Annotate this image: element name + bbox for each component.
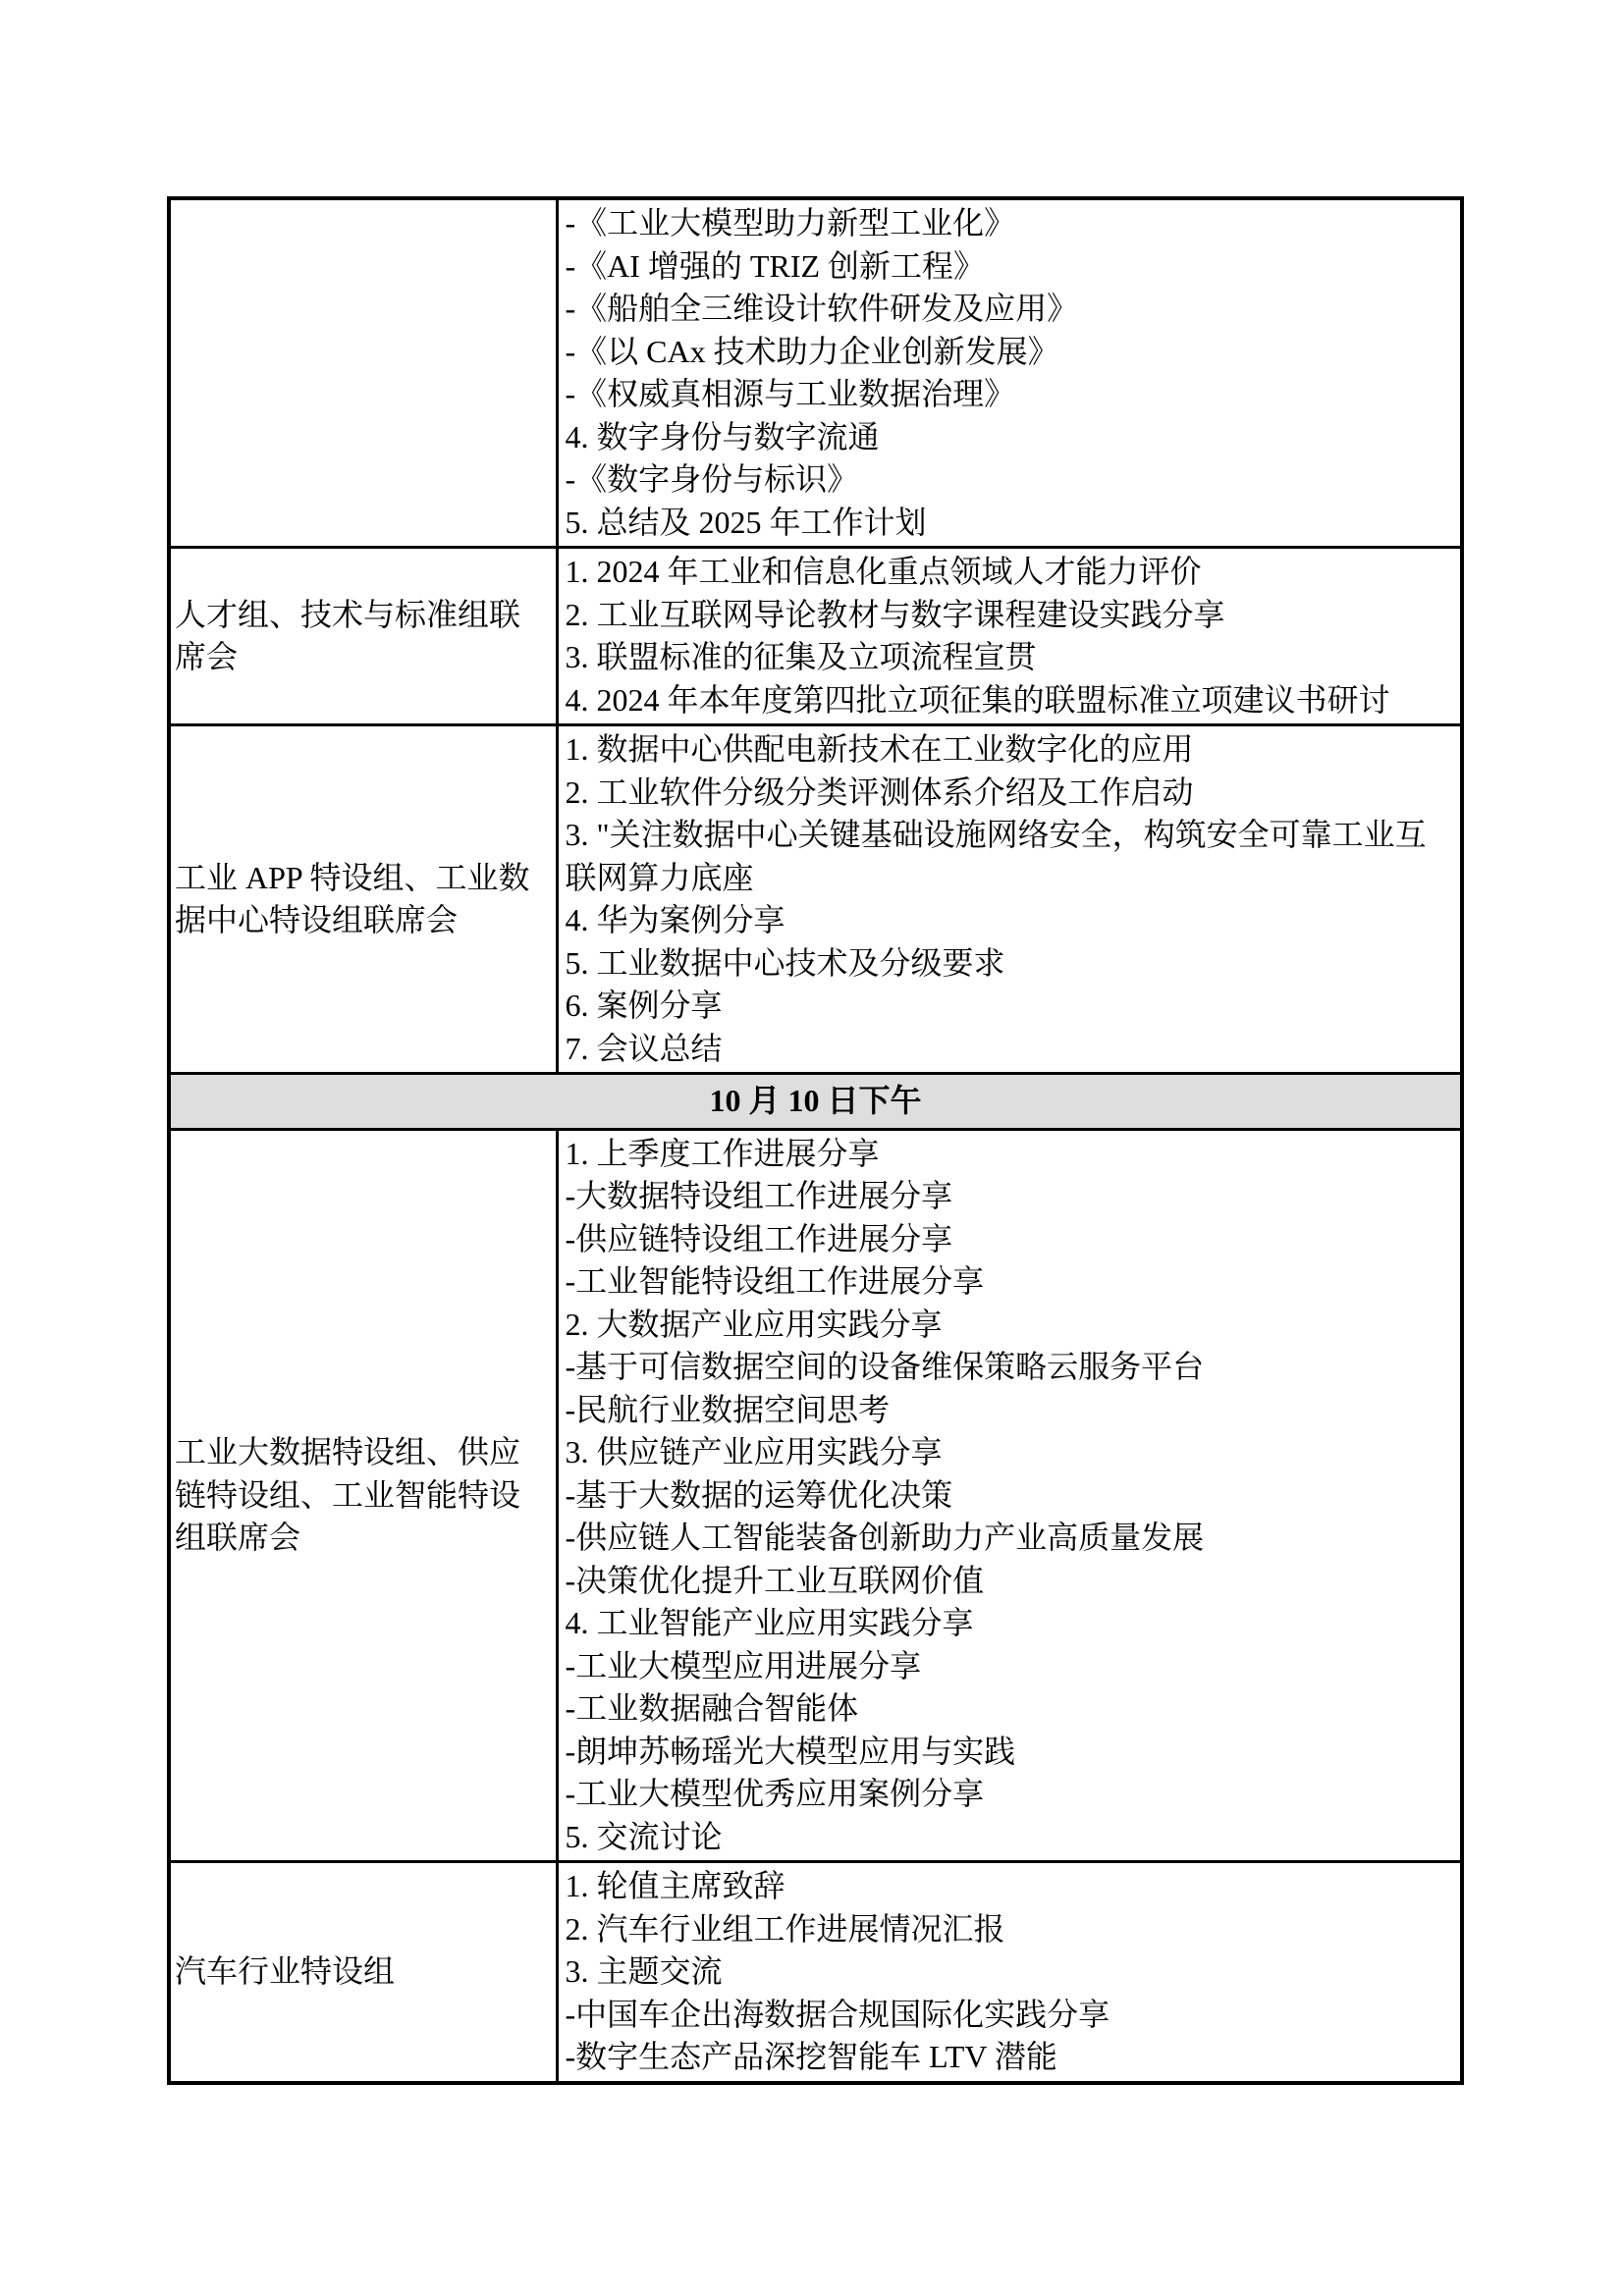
agenda-item: -决策优化提升工业互联网价值	[565, 1562, 985, 1598]
agenda-item: 3. 联盟标准的征集及立项流程宣贯	[565, 639, 1037, 674]
group-name-cell: 工业大数据特设组、供应链特设组、工业智能特设组联席会	[169, 1129, 557, 1862]
agenda-item: 3. "关注数据中心关键基础设施网络安全，构筑安全可靠工业互联网算力底座	[565, 817, 1427, 895]
agenda-item: 5. 工业数据中心技术及分级要求	[565, 944, 1005, 981]
agenda-row	[169, 548, 1462, 725]
agenda-items-cell	[557, 1862, 1462, 2083]
agenda-row	[169, 1862, 1462, 2083]
agenda-item: 4. 华为案例分享	[565, 902, 785, 937]
agenda-item: 1. 数据中心供配电新技术在工业数字化的应用	[565, 731, 1194, 767]
agenda-item: -供应链人工智能装备创新助力产业高质量发展	[565, 1520, 1205, 1555]
agenda-item: 4. 工业智能产业应用实践分享	[565, 1605, 974, 1640]
agenda-item: 2. 汽车行业组工作进展情况汇报	[565, 1910, 1005, 1947]
agenda-item: 1. 轮值主席致辞	[565, 1868, 785, 1903]
agenda-item: 6. 案例分享	[565, 988, 723, 1023]
group-name-cell: 工业 APP 特设组、工业数据中心特设组联席会	[169, 725, 557, 1074]
agenda-row	[169, 1129, 1462, 1862]
agenda-item: -中国车企出海数据合规国际化实践分享	[565, 1996, 1110, 2032]
agenda-item: -民航行业数据空间思考	[565, 1391, 891, 1427]
agenda-item: -《数字身份与标识》	[565, 461, 859, 497]
agenda-item: 4. 2024 年本年度第四批立项征集的联盟标准立项建议书研讨	[565, 681, 1390, 718]
agenda-item: 2. 工业软件分级分类评测体系介绍及工作启动	[565, 774, 1194, 810]
section-header-label: 10 月 10 日下午	[169, 1074, 1462, 1130]
agenda-item: -《以 CAx 技术助力企业创新发展》	[565, 333, 1059, 369]
agenda-item: -《船舶全三维设计软件研发及应用》	[565, 291, 1079, 326]
agenda-item: -供应链特设组工作进展分享	[565, 1220, 953, 1256]
agenda-item: 1. 上季度工作进展分享	[565, 1135, 880, 1171]
agenda-items-cell	[557, 725, 1462, 1074]
agenda-item: -工业大模型优秀应用案例分享	[565, 1776, 985, 1811]
agenda-item: -《工业大模型助力新型工业化》	[565, 205, 1016, 240]
section-header-row	[169, 1074, 1462, 1130]
agenda-item: 5. 交流讨论	[565, 1818, 723, 1854]
agenda-item: 4. 数字身份与数字流通	[565, 418, 880, 454]
agenda-items-cell	[557, 1129, 1462, 1862]
agenda-item: -朗坤苏畅瑶光大模型应用与实践	[565, 1733, 1016, 1769]
agenda-item: -大数据特设组工作进展分享	[565, 1178, 953, 1213]
agenda-item: 3. 主题交流	[565, 1953, 723, 1989]
agenda-items-cell	[557, 198, 1462, 548]
agenda-item: -工业数据融合智能体	[565, 1690, 859, 1726]
agenda-item: 2. 大数据产业应用实践分享	[565, 1306, 943, 1342]
agenda-row	[169, 198, 1462, 548]
agenda-table	[167, 196, 1464, 2085]
agenda-item: -数字生态产品深挖智能车 LTV 潜能	[565, 2039, 1057, 2074]
agenda-row	[169, 725, 1462, 1074]
agenda-item: 3. 供应链产业应用实践分享	[565, 1434, 943, 1469]
agenda-item: -基于大数据的运筹优化决策	[565, 1476, 953, 1513]
group-name-cell: 人才组、技术与标准组联席会	[169, 548, 557, 725]
agenda-item: -《AI 增强的 TRIZ 创新工程》	[565, 247, 986, 284]
agenda-item: 1. 2024 年工业和信息化重点领域人才能力评价	[565, 554, 1202, 589]
group-name-cell: 汽车行业特设组	[169, 1862, 557, 2083]
agenda-item: -《权威真相源与工业数据治理》	[565, 376, 1016, 411]
agenda-item: 2. 工业互联网导论教材与数字课程建设实践分享	[565, 596, 1225, 632]
agenda-item: 5. 总结及 2025 年工作计划	[565, 504, 927, 540]
agenda-item: -工业智能特设组工作进展分享	[565, 1263, 985, 1299]
agenda-items-cell	[557, 548, 1462, 725]
group-name-cell	[169, 198, 557, 548]
agenda-item: -基于可信数据空间的设备维保策略云服务平台	[565, 1349, 1205, 1384]
agenda-item: 7. 会议总结	[565, 1030, 723, 1066]
agenda-table-body	[169, 198, 1462, 2083]
agenda-item: -工业大模型应用进展分享	[565, 1647, 922, 1683]
